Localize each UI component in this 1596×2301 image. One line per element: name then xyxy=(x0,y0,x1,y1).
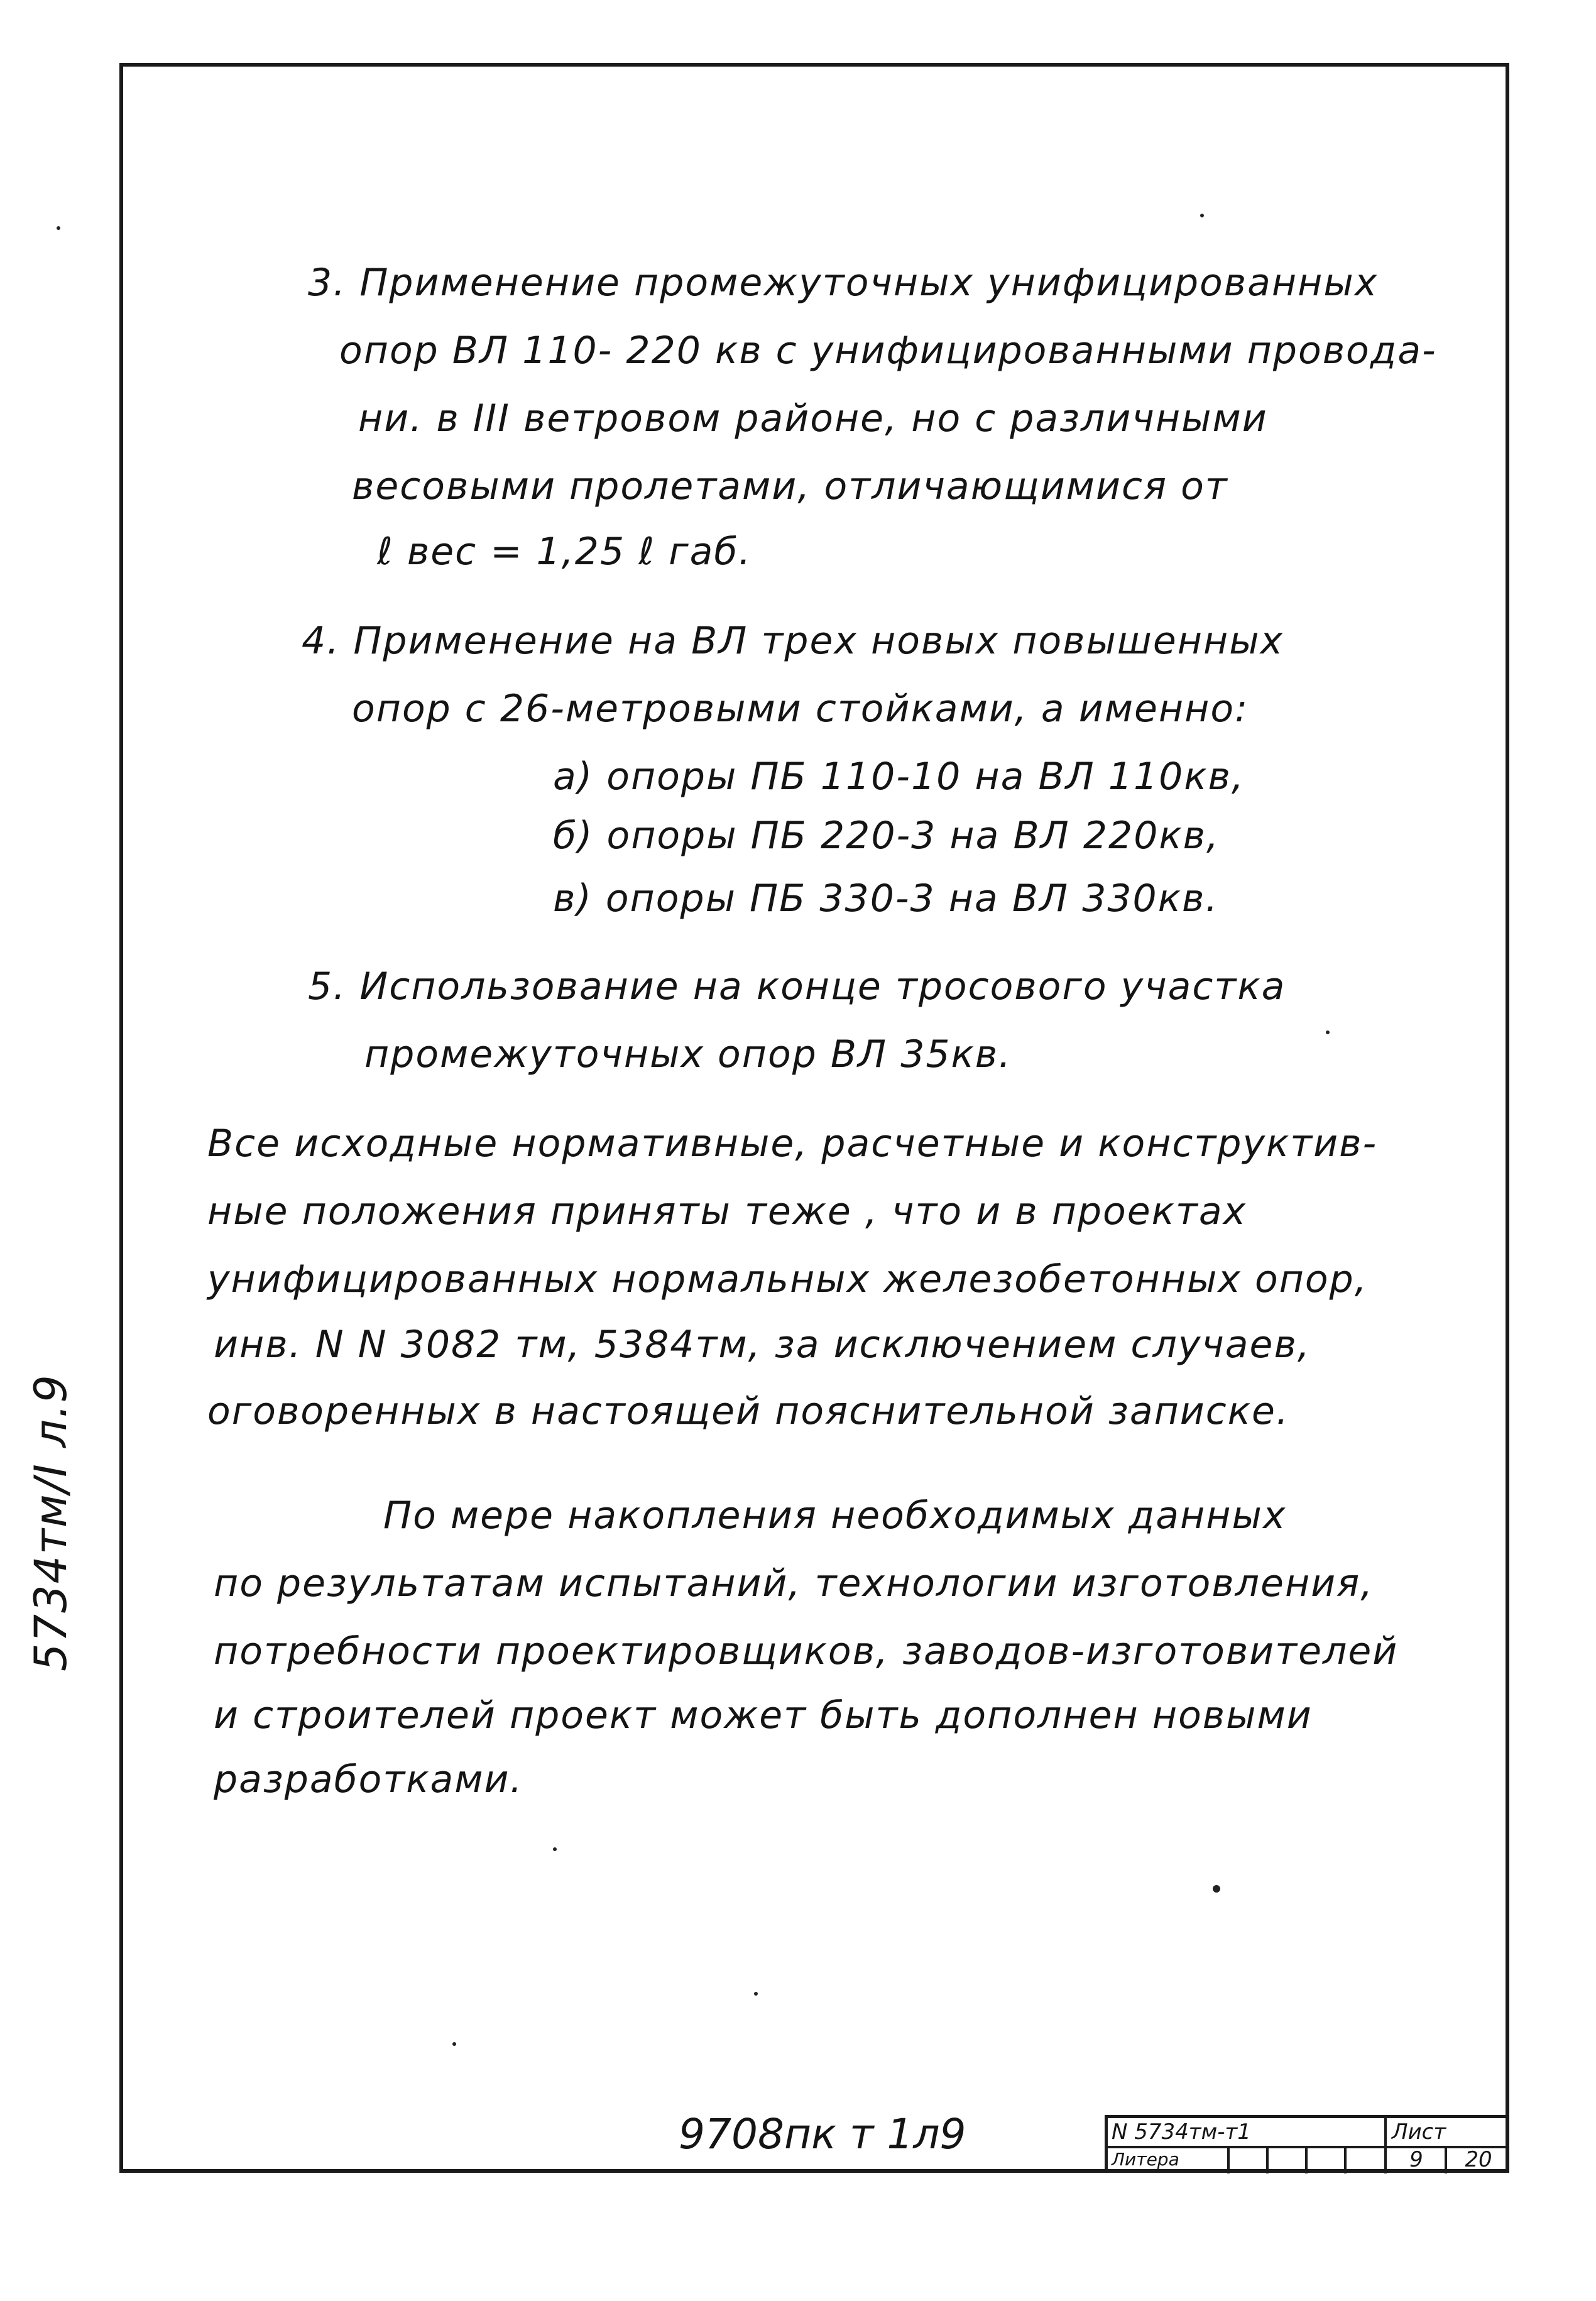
stamp-divider xyxy=(1266,2146,1269,2173)
item-5-line-1: 5. Использование на конце тросового участка xyxy=(308,965,1286,1008)
future-line-1: По мере накопления необходимых данных xyxy=(383,1494,1287,1538)
stamp-sheet-number: 9 xyxy=(1409,2147,1423,2172)
general-line-3: унифицированных нормальных железобетонных опор, xyxy=(207,1257,1368,1301)
title-block-stamp xyxy=(1105,2115,1509,2173)
stamp-document-number: N 5734тм-т1 xyxy=(1112,2119,1251,2145)
item-3-line-1: 3. Применение промежуточных унифицированных xyxy=(308,261,1379,305)
stamp-divider xyxy=(1227,2146,1230,2173)
general-line-1: Все исходные нормативные, расчетные и конструктив- xyxy=(207,1122,1378,1166)
stamp-litera-label: Литера xyxy=(1112,2149,1179,2170)
stamp-divider xyxy=(1305,2146,1308,2173)
stamp-divider xyxy=(1384,2118,1387,2146)
item-3-line-3: ни. в III ветровом районе, но с различными xyxy=(358,396,1268,440)
scan-speck xyxy=(1326,1030,1330,1034)
general-line-5: оговоренных в настоящей пояснительной записке. xyxy=(207,1389,1290,1433)
general-line-2: ные положения приняты теже , что и в проектах xyxy=(207,1189,1247,1233)
stamp-divider xyxy=(1445,2146,1447,2173)
general-line-4: инв. N N 3082 тм, 5384тм, за исключением случаев, xyxy=(214,1323,1311,1367)
stamp-row-top xyxy=(1108,2118,1509,2148)
item-3-line-5: ℓ вес = 1,25 ℓ габ. xyxy=(377,530,752,574)
sheet-frame xyxy=(119,63,1509,2173)
item-3-line-2: опор ВЛ 110- 220 кв с унифицированными проводa- xyxy=(339,329,1437,373)
scan-speck xyxy=(1200,214,1204,217)
margin-archive-note: 5734тм/I л.9 xyxy=(25,1374,77,1671)
stamp-divider xyxy=(1384,2146,1387,2173)
stamp-sheet-total: 20 xyxy=(1465,2147,1492,2172)
scan-speck xyxy=(1213,1885,1220,1893)
future-line-3: потребности проектировщиков, заводов-изготовителей xyxy=(214,1629,1399,1673)
future-line-4: и строителей проект может быть дополнен новыми xyxy=(214,1693,1313,1737)
stamp-divider xyxy=(1344,2146,1347,2173)
item-4-line-5: в) опоры ПБ 330-3 на ВЛ 330кв. xyxy=(553,877,1219,921)
scan-speck xyxy=(57,226,60,230)
item-4-line-2: опор с 26-метровыми стойками, а именно: xyxy=(352,687,1249,731)
item-5-line-2: промежуточных опор ВЛ 35кв. xyxy=(364,1032,1012,1076)
future-line-2: по результатам испытаний, технологии изготовления, xyxy=(214,1561,1374,1605)
scan-speck xyxy=(553,1847,557,1851)
scan-speck xyxy=(754,1992,758,1996)
stamp-row-bottom xyxy=(1108,2146,1509,2173)
item-3-line-4: весовыми пролетами, отличающимися от xyxy=(352,464,1228,508)
scan-speck xyxy=(452,2042,456,2046)
future-line-5: разработками. xyxy=(214,1757,523,1801)
item-4-line-4: б) опоры ПБ 220-3 на ВЛ 220кв, xyxy=(553,814,1220,858)
item-4-line-1: 4. Применение на ВЛ трех новых повышенных xyxy=(302,619,1284,663)
bottom-reference: 9708пк т 1л9 xyxy=(679,2110,966,2158)
item-4-line-3: а) опоры ПБ 110-10 на ВЛ 110кв, xyxy=(553,755,1245,799)
stamp-sheet-label: Лист xyxy=(1392,2119,1446,2145)
